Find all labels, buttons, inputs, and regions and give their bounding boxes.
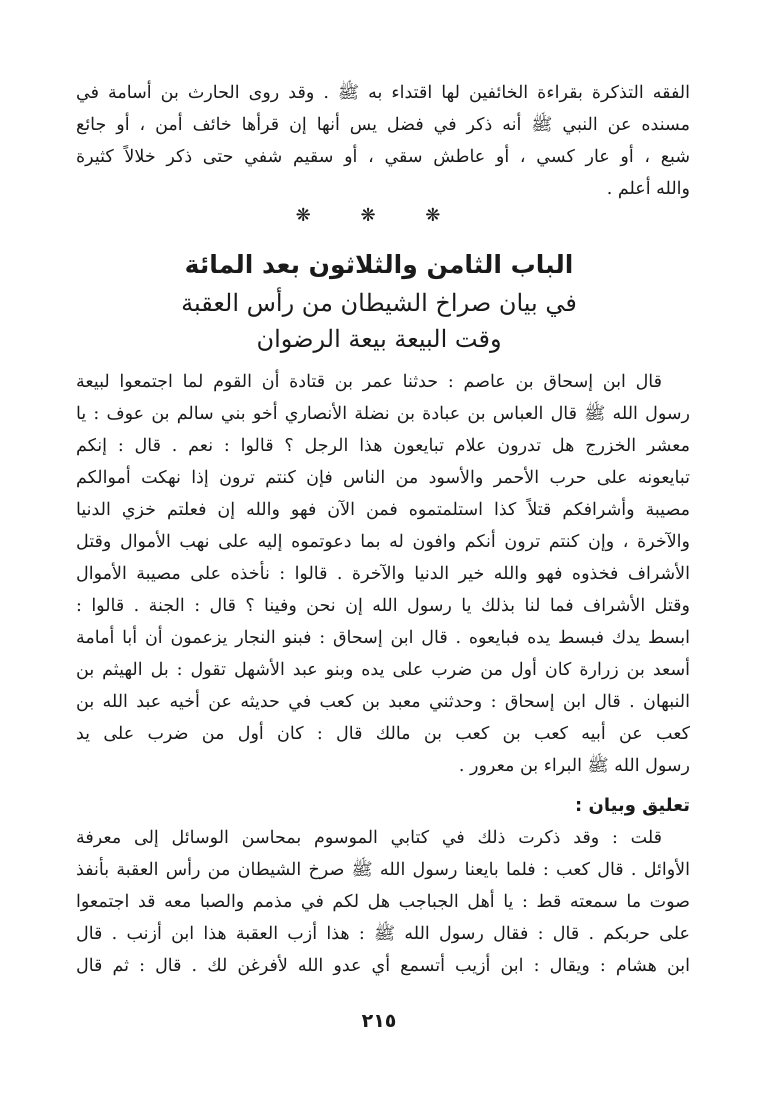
- text-line: رسول الله ﷺ البراء بن معرور .: [458, 756, 690, 776]
- text-line: الأشراف فخذوه فهو والله خير الدنيا والآخرة . قالوا : نأخذه على مصيبة الأموال: [76, 564, 690, 584]
- text-line: على حربكم . قال : فقال رسول الله ﷺ : هذا أزب العقبة هذا ابن أزنب . قال: [76, 924, 690, 944]
- text-line: والآخرة ، وإن كنتم ترون أنكم وافون له بما دعوتموه إليه على نهب الأموال وقتل: [76, 532, 690, 552]
- comment-paragraph: [76, 822, 690, 982]
- text-line: تبايعونه على حرب الأحمر والأسود من الناس فإن كنتم ترون إذا نهكت أموالكم: [76, 468, 690, 488]
- text-line: الأوائل . قال كعب : فلما بايعنا رسول الله ﷺ صرخ الشيطان من رأس العقبة بأنفذ: [76, 860, 690, 880]
- intro-paragraph: [76, 77, 690, 205]
- text-line: مصيبة وأشرافكم قتلاً كذا استلمتموه فمن الآن فهو والله إن فعلتم خزي الدنيا: [76, 500, 690, 520]
- chapter-subtitle-line-1: في بيان صراخ الشيطان من رأس العقبة: [181, 289, 577, 317]
- chapter-title: الباب الثامن والثلاثون بعد المائة: [184, 250, 574, 279]
- text-line: والله أعلم .: [606, 179, 690, 199]
- text-line: قلت : وقد ذكرت ذلك في كتابي الموسوم بمحاسن الوسائل إلى معرفة: [76, 828, 662, 848]
- text-line: الفقه التذكرة بقراءة الخائفين لها اقتداء به ﷺ . وقد روى الحارث بن أسامة في: [76, 83, 690, 103]
- section-separator: ❋ ❋ ❋: [295, 205, 463, 226]
- page-number: ٢١٥: [361, 1010, 397, 1032]
- text-line: كعب عن أبيه كعب بن كعب بن مالك قال : كان أول من ضرب على يد: [76, 724, 690, 744]
- text-line: وقتل الأشراف فما لنا بذلك يا رسول الله إن نحن وفينا ؟ قال : الجنة . قالوا :: [76, 596, 690, 616]
- text-line: شبع ، أو عار كسي ، أو عاطش سقي ، أو سقيم شفي حتى ذكر خلالاً كثيرة: [76, 147, 690, 167]
- text-line: رسول الله ﷺ قال العباس بن عبادة بن نضلة الأنصاري أخو بني سالم بن عوف : يا: [76, 404, 690, 424]
- main-paragraph: [76, 366, 690, 782]
- text-line: مسنده عن النبي ﷺ أنه ذكر في فضل يس أنها إن قرأها خائف أمن ، أو جائع: [76, 115, 690, 135]
- section-heading: تعليق وبيان :: [575, 795, 690, 816]
- text-line: ابسط يدك فبسط يده فبايعوه . قال ابن إسحاق : فبنو النجار يزعمون أن أبا أمامة: [76, 628, 690, 648]
- chapter-subtitle-line-2: وقت البيعة بيعة الرضوان: [256, 325, 502, 353]
- text-line: معشر الخزرج هل تدرون علام تبايعون هذا الرجل ؟ قالوا : نعم . قال : إنكم: [76, 436, 690, 456]
- text-line: قال ابن إسحاق بن عاصم : حدثنا عمر بن قتادة أن القوم لما اجتمعوا لبيعة: [76, 372, 662, 392]
- text-line: صوت ما سمعته قط : يا أهل الجباجب هل لكم في مذمم والصبا معه قد اجتمعوا: [76, 892, 690, 912]
- text-line: ابن هشام : ويقال : ابن أزيب أتسمع أي عدو الله لأفرغن لك . قال : ثم قال: [76, 956, 690, 976]
- text-line: أسعد بن زرارة كان أول من ضرب على يده وبنو عبد الأشهل تقول : بل الهيثم بن: [76, 660, 690, 680]
- text-line: النبهان . قال ابن إسحاق : وحدثني معبد بن كعب في حديثه عن أخيه عبد الله بن: [76, 692, 690, 712]
